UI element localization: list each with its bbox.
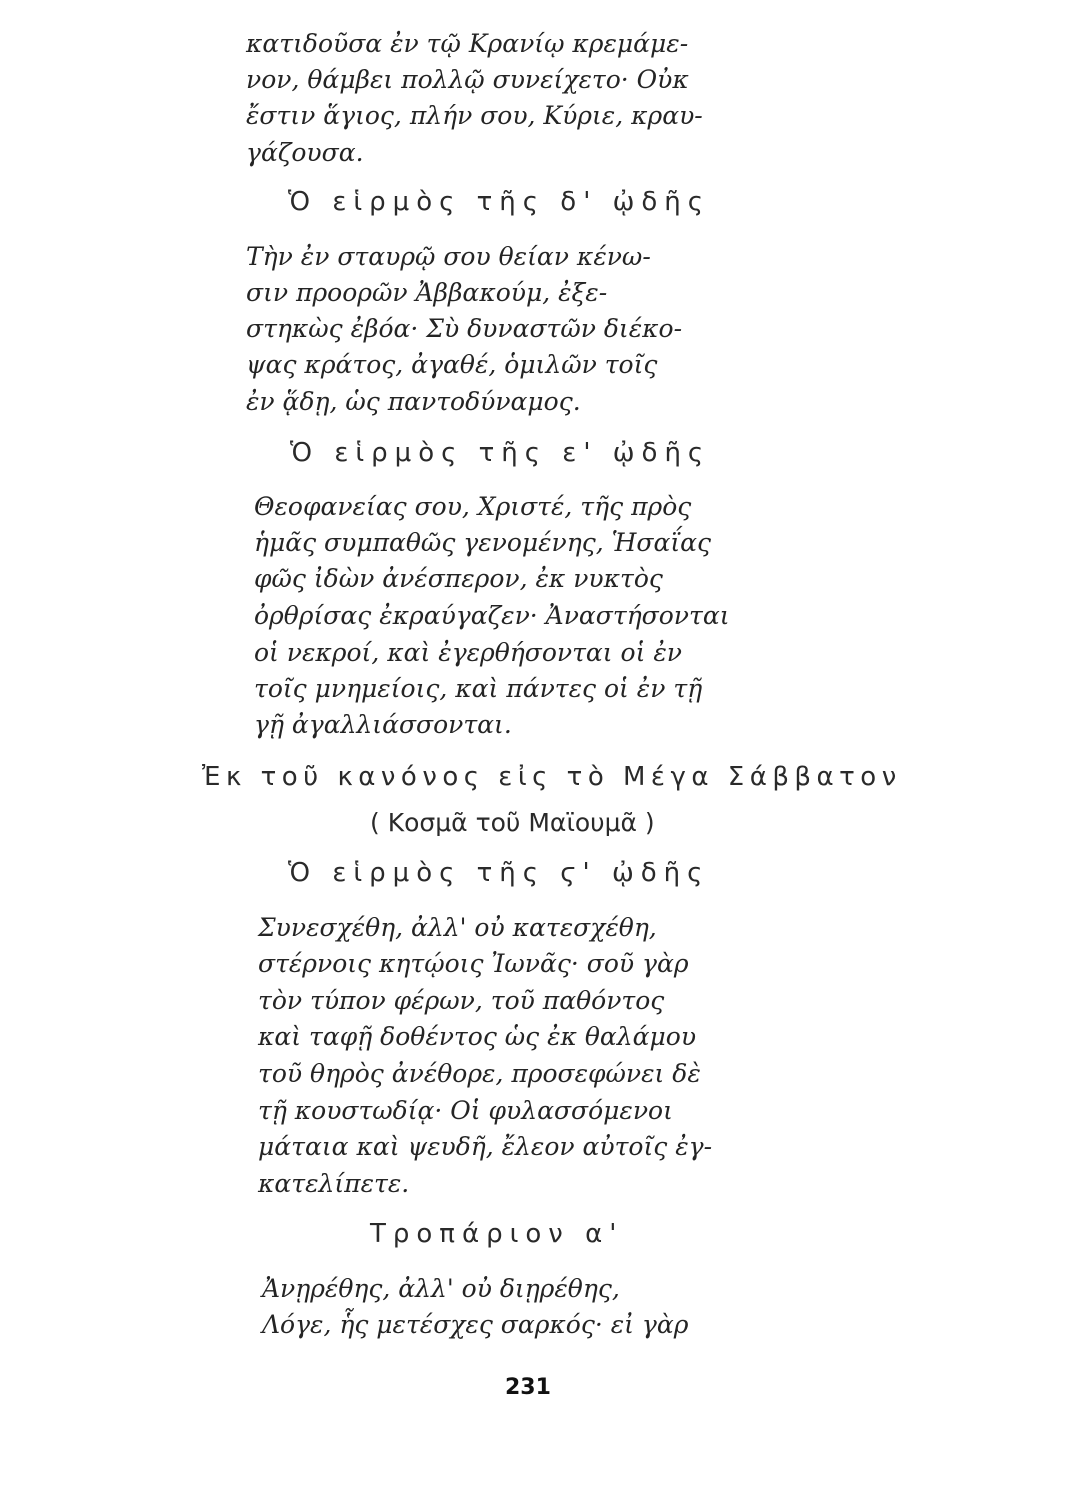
text-line: Συνεσχέθη, ἀλλ' οὐ κατεσχέθη, [258,913,657,942]
text-line: στηκὼς ἐβόα· Σὺ δυναστῶν διέκο- [246,314,683,343]
text-line: στέρνοις κητῴοις Ἰωνᾶς· σοῦ γὰρ [258,949,689,978]
text-line: ἡμᾶς συμπαθῶς γενομένης, Ἡσαΐας [254,528,712,557]
text-line: κατιδοῦσα ἐν τῷ Κρανίῳ κρεμάμε- [246,29,689,58]
section-subtitle: ( Κοσμᾶ τοῦ Μαϊουμᾶ ) [370,808,655,837]
text-line: ὀρθρίσας ἐκραύγαζεν· Ἀναστήσονται [254,601,730,630]
ode-heading: Ὁ εἱρμὸς τῆς ε' ᾠδῆς [290,438,711,468]
text-line: ἐν ᾅδῃ, ὡς παντοδύναμος. [246,387,581,416]
text-line: σιν προορῶν Ἀββακούμ, ἐξε- [246,278,608,307]
text-line: τοῦ θηρὸς ἀνέθορε, προσεφώνει δὲ [258,1059,701,1088]
text-line: νον, θάμβει πολλῷ συνείχετο· Οὐκ [246,65,689,94]
text-line: τὸν τύπον φέρων, τοῦ παθόντος [258,986,665,1015]
text-line: τῇ κουστωδίᾳ· Οἱ φυλασσόμενοι [258,1096,673,1125]
text-line: ψας κράτος, ἀγαθέ, ὁμιλῶν τοῖς [246,350,658,379]
ode-heading: Ὁ εἱρμὸς τῆς ϛ' ᾠδῆς [288,858,710,888]
text-line: φῶς ἰδὼν ἀνέσπερον, ἐκ νυκτὸς [254,564,663,593]
section-title: Ἐκ τοῦ κανόνος εἰς τὸ Μέγα Σάββατον [202,762,902,792]
text-line: μάταια καὶ ψευδῆ, ἔλεον αὐτοῖς ἐγ- [258,1132,713,1161]
text-line: καὶ ταφῇ δοθέντος ὡς ἐκ θαλάμου [258,1022,697,1051]
text-line: γάζουσα. [246,138,364,167]
text-line: ἔστιν ἅγιος, πλήν σου, Κύριε, κραυ- [246,101,703,130]
text-line: Θεοφανείας σου, Χριστέ, τῆς πρὸς [254,492,692,521]
troparion-heading: Τροπάριον α' [370,1219,624,1249]
ode-heading: Ὁ εἱρμὸς τῆς δ' ᾠδῆς [288,187,711,217]
text-line: τοῖς μνημείοις, καὶ πάντες οἱ ἐν τῇ [254,674,703,703]
text-line: οἱ νεκροί, καὶ ἐγερθήσονται οἱ ἐν [254,638,682,667]
page-number: 231 [505,1375,551,1400]
text-line: Ἀνῃρέθης, ἀλλ' οὐ διῃρέθης, [262,1274,620,1303]
text-line: Τὴν ἐν σταυρῷ σου θείαν κένω- [246,242,651,271]
text-line: κατελίπετε. [258,1169,410,1198]
text-line: Λόγε, ἧς μετέσχες σαρκός· εἰ γὰρ [262,1310,689,1339]
text-line: γῇ ἀγαλλιάσσονται. [254,710,512,739]
